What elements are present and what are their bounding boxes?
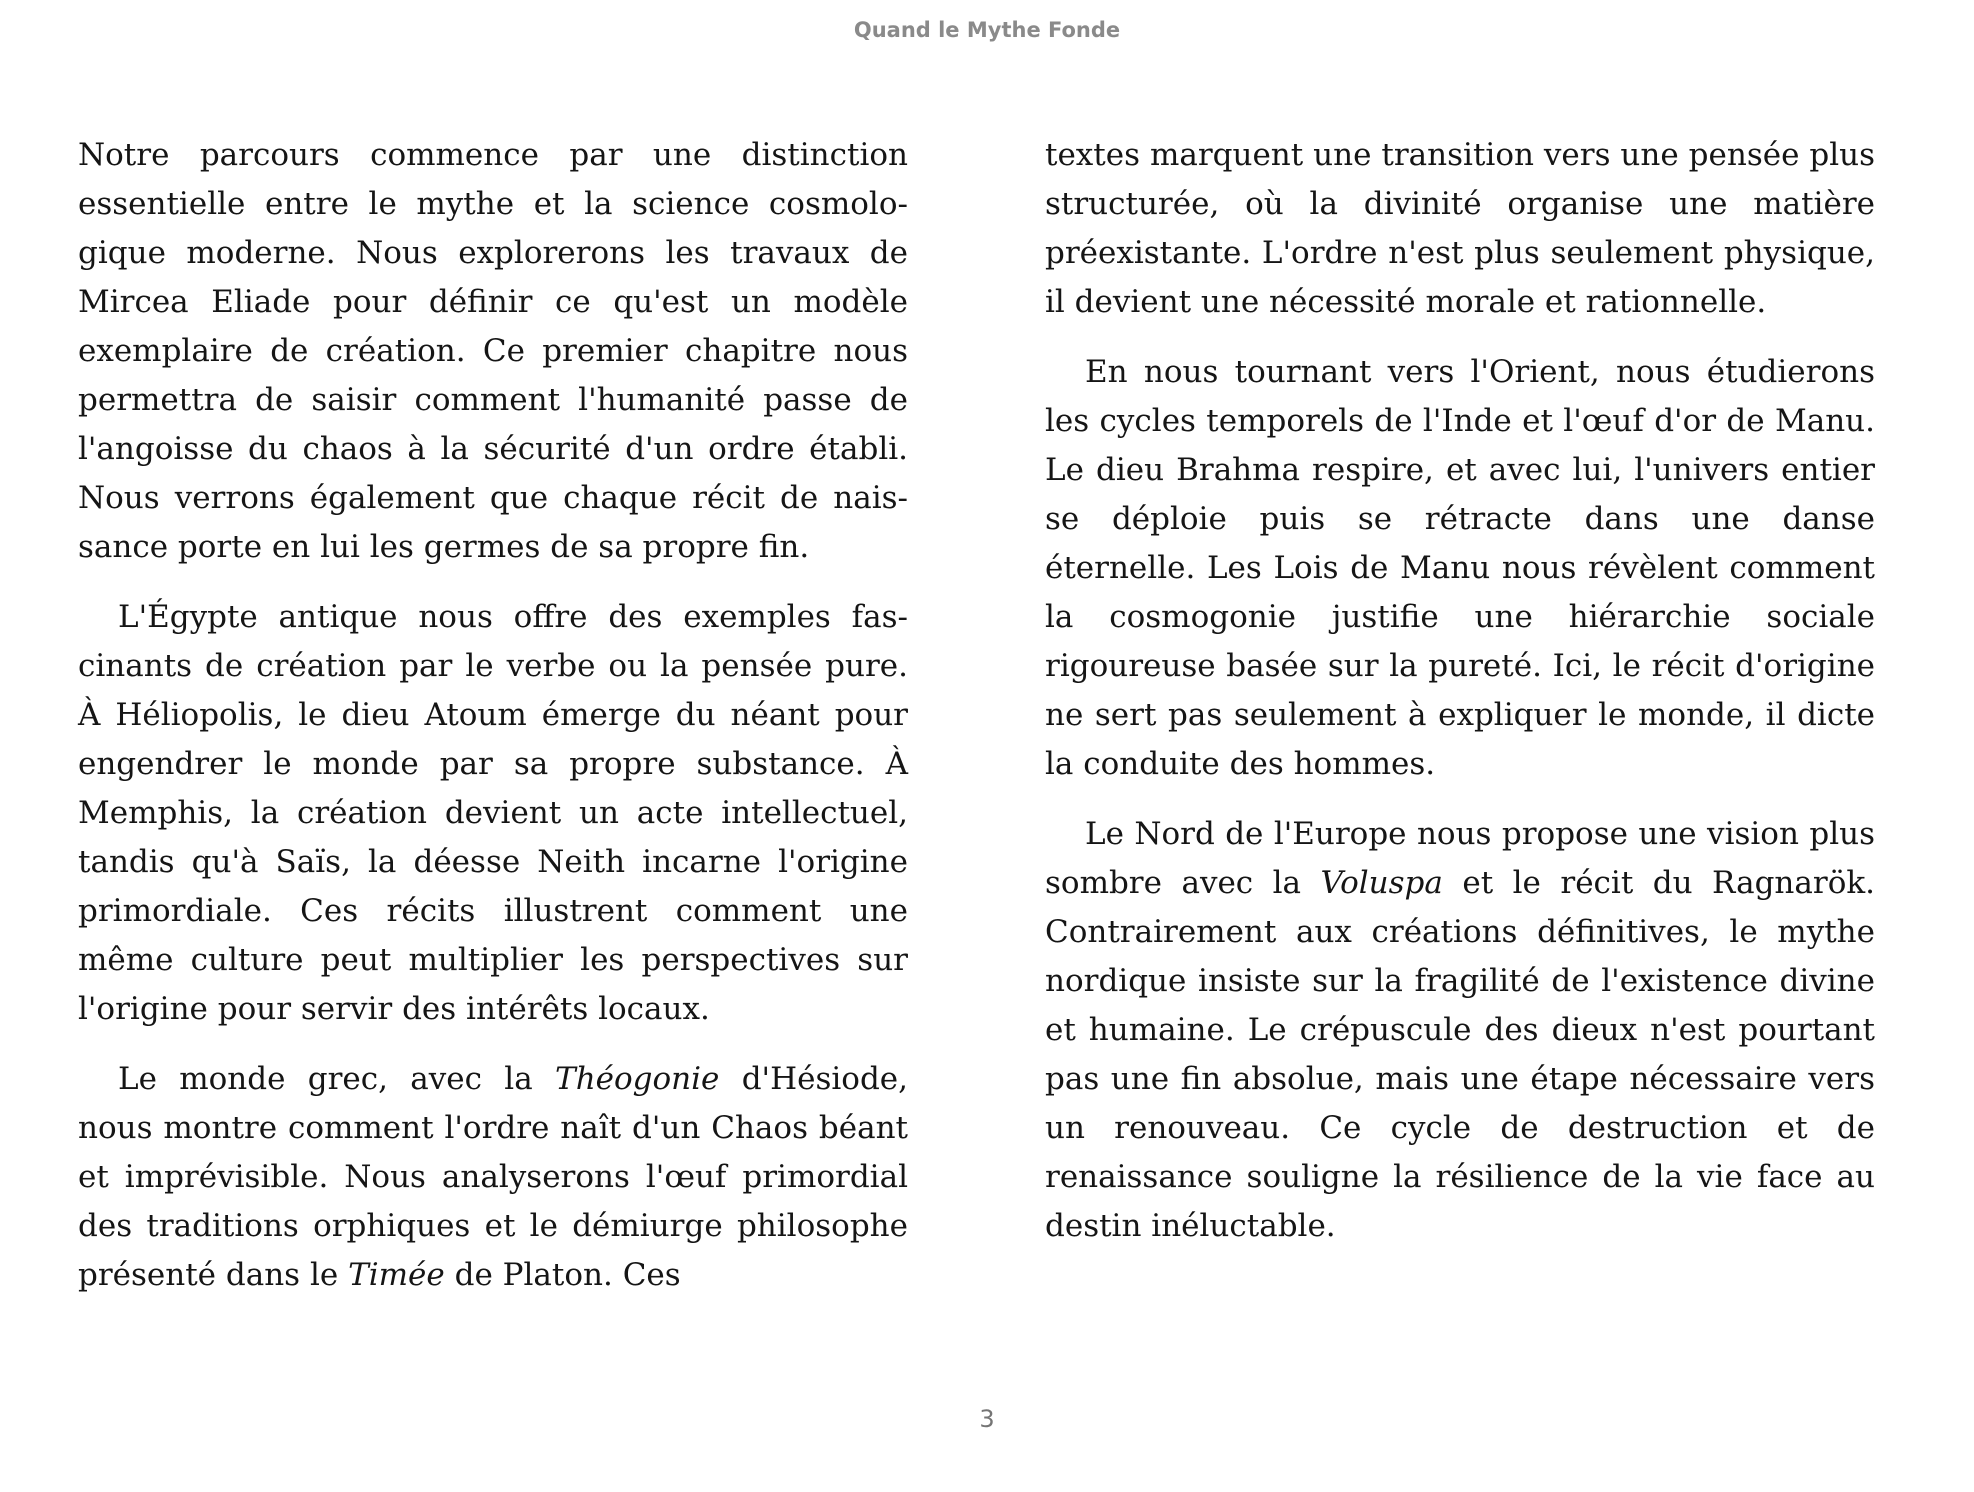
- paragraph: [1045, 348, 1875, 789]
- text-run: En nous tournant vers l'Orient, nous étudierons les cycles temporels de l'Inde et l'œuf d'or de Manu. Le dieu Brahma respire, et avec lui, l'univers entier se déploie puis se rétracte dans une danse éternelle. Les Lois de Manu nous révèlent comment la cosmogonie justifie une hiérarchie sociale rigoureuse basée sur la pureté. Ici, le récit d'origine ne sert pas seulement à expliquer le monde, il dicte la conduite des hommes.: [1045, 354, 1875, 782]
- text-run: textes marquent une transition vers une pensée plus structurée, où la divinité organise une matière préexistante. L'ordre n'est plus seulement physique, il devient une nécessité morale et rationnelle.: [1045, 137, 1875, 320]
- text-column-right: [1045, 131, 1875, 1300]
- page-footer: [0, 1404, 1974, 1434]
- paragraph: [1045, 810, 1875, 1251]
- paragraph: [1045, 131, 1875, 327]
- text-column-left: [78, 131, 908, 1300]
- book-title: Quand le Mythe Fonde: [853, 18, 1121, 42]
- work-title: Voluspa: [1320, 865, 1443, 901]
- text-run: Le Nord de l'Europe nous propose une vision plus sombre avec la: [1045, 816, 1875, 901]
- text-run: de Platon. Ces: [444, 1257, 681, 1293]
- page-content: [78, 131, 1875, 1300]
- text-run: et le récit du Ragnarök. Contrairement aux créations définitives, le mythe nordique insiste sur la fragilité de l'existence divine et humaine. Le crépuscule des dieux n'est pourtant pas une fin absolue, mais une étape nécessaire vers un renouveau. Ce cycle de destruction et de renaissance souligne la résilience de la vie face au destin inéluctable.: [1045, 865, 1875, 1244]
- text-run: Notre parcours commence par une distinction essentielle entre le mythe et la science cosmologique moderne. Nous explorerons les travaux de Mircea Eliade pour définir ce qu'est un modèle exemplaire de création. Ce premier chapitre nous permettra de saisir comment l'humanité passe de l'angoisse du chaos à la sécurité d'un ordre établi. Nous verrons également que chaque récit de naissance porte en lui les germes de sa propre fin.: [78, 137, 908, 565]
- paragraph: [78, 593, 908, 1034]
- page-number: 3: [979, 1405, 995, 1433]
- paragraph: [78, 1055, 908, 1300]
- work-title: Timée: [348, 1257, 445, 1293]
- text-run: Le monde grec, avec la: [118, 1061, 556, 1097]
- text-run: d'Hésiode, nous montre comment l'ordre naît d'un Chaos béant et imprévisible. Nous analyserons l'œuf primordial des traditions orphiques et le démiurge philosophe présenté dans le: [78, 1061, 908, 1293]
- text-run: L'Égypte antique nous offre des exemples fascinants de création par le verbe ou la pensée pure. À Héliopolis, le dieu Atoum émerge du néant pour engendrer le monde par sa propre substance. À Memphis, la création devient un acte intellectuel, tandis qu'à Saïs, la déesse Neith incarne l'origine primordiale. Ces récits illustrent comment une même culture peut multiplier les perspectives sur l'origine pour servir des intérêts locaux.: [78, 599, 908, 1027]
- work-title: Théogonie: [555, 1061, 720, 1097]
- running-header: [0, 16, 1974, 44]
- paragraph: [78, 131, 908, 572]
